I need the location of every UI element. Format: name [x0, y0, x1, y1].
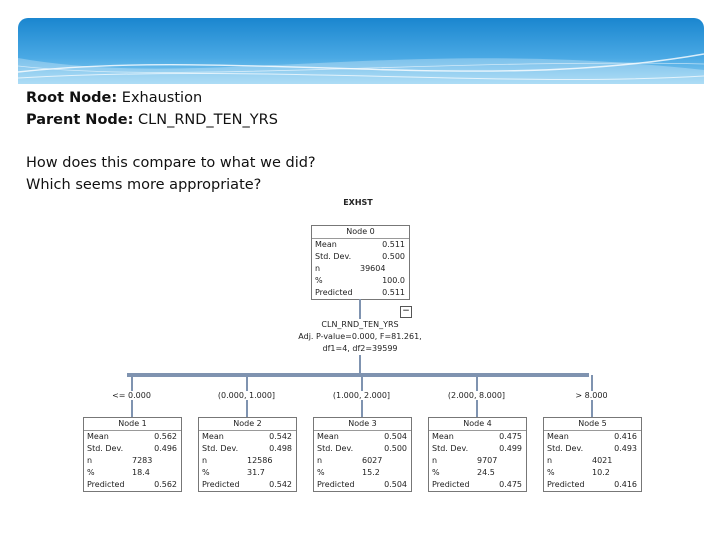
- child-node-box[interactable]: [313, 417, 412, 492]
- branch-condition: (0.000, 1.000]: [197, 391, 297, 400]
- child-node-box[interactable]: [543, 417, 642, 492]
- dependent-variable-label: EXHST: [343, 198, 373, 207]
- node-title: Node 1: [84, 418, 181, 431]
- mean-value: 0.504: [384, 432, 407, 441]
- pct-label: %: [315, 276, 323, 285]
- sd-value: 0.499: [499, 444, 522, 453]
- pct-value: 10.2: [592, 468, 610, 477]
- node-title: Node 4: [429, 418, 526, 431]
- question-1: How does this compare to what we did?: [26, 155, 316, 171]
- mean-label: Mean: [202, 432, 224, 441]
- parent-node-value: CLN_RND_TEN_YRS: [138, 112, 278, 128]
- predicted-value: 0.475: [499, 480, 522, 489]
- n-label: n: [317, 456, 323, 465]
- sd-value: 0.500: [384, 444, 407, 453]
- predicted-value: 0.416: [614, 480, 637, 489]
- predicted-label: Predicted: [87, 480, 125, 489]
- branch-condition: > 8.000: [542, 391, 642, 400]
- predicted-value: 0.504: [384, 480, 407, 489]
- header-banner: [18, 18, 704, 84]
- node-title: Node 3: [314, 418, 411, 431]
- child-node-box[interactable]: [198, 417, 297, 492]
- n-value: 9707: [477, 456, 498, 465]
- child-node-box[interactable]: [428, 417, 527, 492]
- node-title: Node 2: [199, 418, 296, 431]
- mean-value: 0.542: [269, 432, 292, 441]
- node-title: Node 0: [312, 226, 409, 239]
- split-variable: CLN_RND_TEN_YRS: [321, 320, 399, 329]
- sd-value: 0.500: [382, 252, 405, 261]
- sd-value: 0.493: [614, 444, 637, 453]
- collapse-toggle-icon[interactable]: −: [400, 306, 412, 318]
- pct-value: 31.7: [247, 468, 265, 477]
- n-value: 12586: [247, 456, 273, 465]
- sd-label: Std. Dev.: [87, 444, 124, 453]
- mean-value: 0.562: [154, 432, 177, 441]
- n-value: 4021: [592, 456, 613, 465]
- decision-tree: [78, 196, 638, 506]
- question-2: Which seems more appropriate?: [26, 177, 262, 193]
- mean-label: Mean: [317, 432, 339, 441]
- predicted-label: Predicted: [202, 480, 240, 489]
- n-label: n: [87, 456, 93, 465]
- branch-condition: <= 0.000: [82, 391, 182, 400]
- sd-label: Std. Dev.: [432, 444, 469, 453]
- root-connector: [359, 299, 361, 319]
- pct-value: 100.0: [382, 276, 405, 285]
- sd-value: 0.496: [154, 444, 177, 453]
- pct-value: 24.5: [477, 468, 495, 477]
- predicted-value: 0.562: [154, 480, 177, 489]
- pct-label: %: [547, 468, 555, 477]
- root-node-label: Root Node:: [26, 90, 118, 106]
- branch-condition: (1.000, 2.000]: [312, 391, 412, 400]
- pct-label: %: [202, 468, 210, 477]
- root-node-box[interactable]: [311, 225, 410, 300]
- pct-value: 18.4: [132, 468, 150, 477]
- predicted-value: 0.542: [269, 480, 292, 489]
- branch-bar: [127, 373, 589, 377]
- child-node-box[interactable]: [83, 417, 182, 492]
- sd-label: Std. Dev.: [315, 252, 352, 261]
- split-connector: [359, 355, 361, 375]
- root-node-line: [26, 87, 202, 109]
- predicted-label: Predicted: [432, 480, 470, 489]
- predicted-value: 0.511: [382, 288, 405, 297]
- n-value: 39604: [360, 264, 386, 273]
- sd-value: 0.498: [269, 444, 292, 453]
- pct-value: 15.2: [362, 468, 380, 477]
- mean-label: Mean: [432, 432, 454, 441]
- n-label: n: [202, 456, 208, 465]
- sd-label: Std. Dev.: [317, 444, 354, 453]
- mean-label: Mean: [87, 432, 109, 441]
- pct-label: %: [87, 468, 95, 477]
- n-label: n: [547, 456, 553, 465]
- mean-label: Mean: [315, 240, 337, 249]
- n-label: n: [315, 264, 321, 273]
- node-title: Node 5: [544, 418, 641, 431]
- root-node-value: Exhaustion: [121, 90, 203, 106]
- parent-node-label: Parent Node:: [26, 112, 134, 128]
- predicted-label: Predicted: [317, 480, 355, 489]
- mean-label: Mean: [547, 432, 569, 441]
- sd-label: Std. Dev.: [202, 444, 239, 453]
- pct-label: %: [317, 468, 325, 477]
- pct-label: %: [432, 468, 440, 477]
- mean-value: 0.475: [499, 432, 522, 441]
- n-value: 7283: [132, 456, 153, 465]
- split-statistics: Adj. P-value=0.000, F=81.261,: [298, 332, 422, 341]
- branch-condition: (2.000, 8.000]: [427, 391, 527, 400]
- mean-value: 0.511: [382, 240, 405, 249]
- sd-label: Std. Dev.: [547, 444, 584, 453]
- mean-value: 0.416: [614, 432, 637, 441]
- predicted-label: Predicted: [315, 288, 353, 297]
- split-degrees-freedom: df1=4, df2=39599: [322, 344, 398, 353]
- n-label: n: [432, 456, 438, 465]
- n-value: 6027: [362, 456, 383, 465]
- parent-node-line: [26, 109, 278, 131]
- predicted-label: Predicted: [547, 480, 585, 489]
